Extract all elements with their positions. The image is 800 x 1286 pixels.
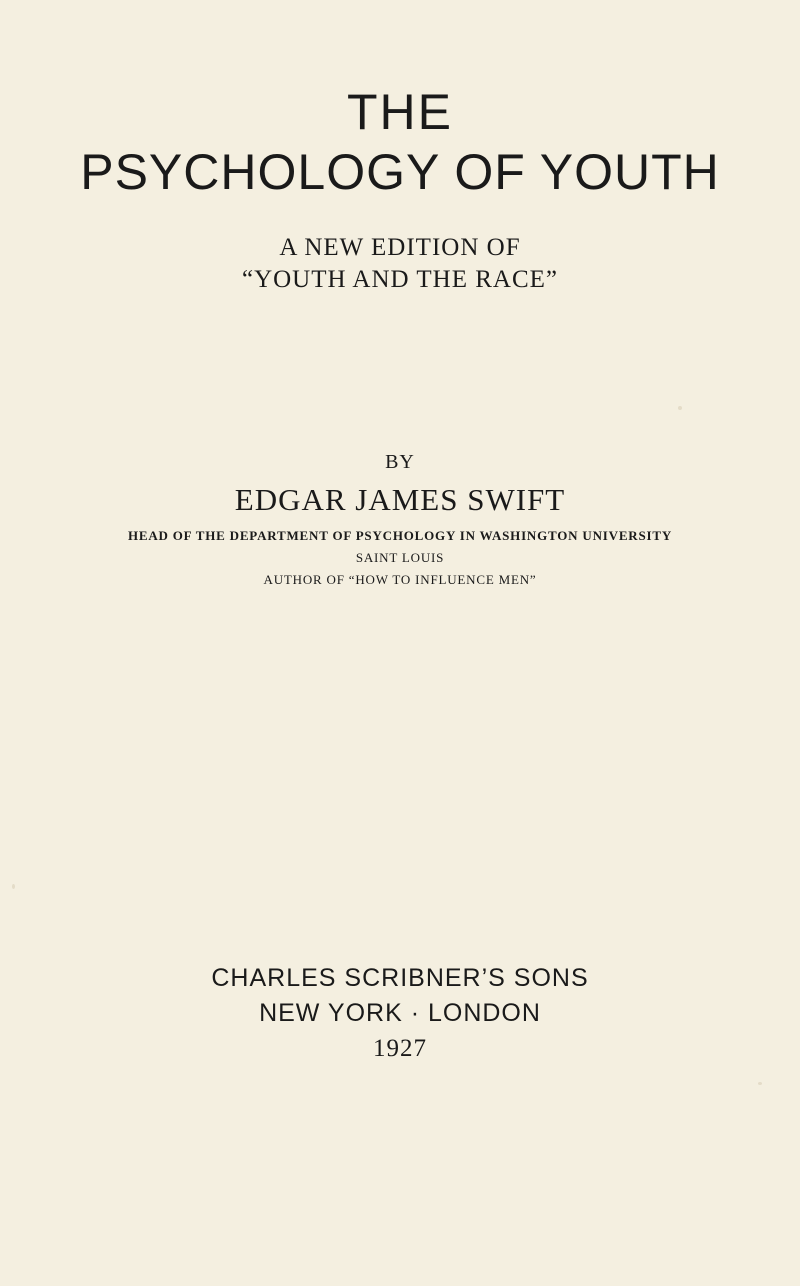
publisher-place: NEW YORK · LONDON — [259, 999, 541, 1027]
publisher-name: CHARLES SCRIBNER’S SONS — [211, 964, 589, 992]
book-title-line-2: PSYCHOLOGY OF YOUTH — [80, 144, 720, 200]
publication-year: 1927 — [373, 1035, 427, 1062]
edition-note-line-2: “YOUTH AND THE RACE” — [241, 266, 559, 293]
by-label: BY — [385, 451, 415, 473]
book-title-line-1: THE — [347, 84, 453, 140]
author-other-work: AUTHOR OF “HOW TO INFLUENCE MEN” — [263, 572, 537, 587]
author-city: SAINT LOUIS — [355, 550, 445, 565]
paper-speck — [678, 406, 682, 410]
paper-speck — [12, 884, 15, 889]
edition-note-line-1: A NEW EDITION OF — [279, 234, 521, 261]
author-name: EDGAR JAMES SWIFT — [234, 482, 566, 517]
paper-speck — [758, 1082, 762, 1085]
author-position: HEAD OF THE DEPARTMENT OF PSYCHOLOGY IN WASHINGTON UNIVERSITY — [127, 528, 673, 543]
